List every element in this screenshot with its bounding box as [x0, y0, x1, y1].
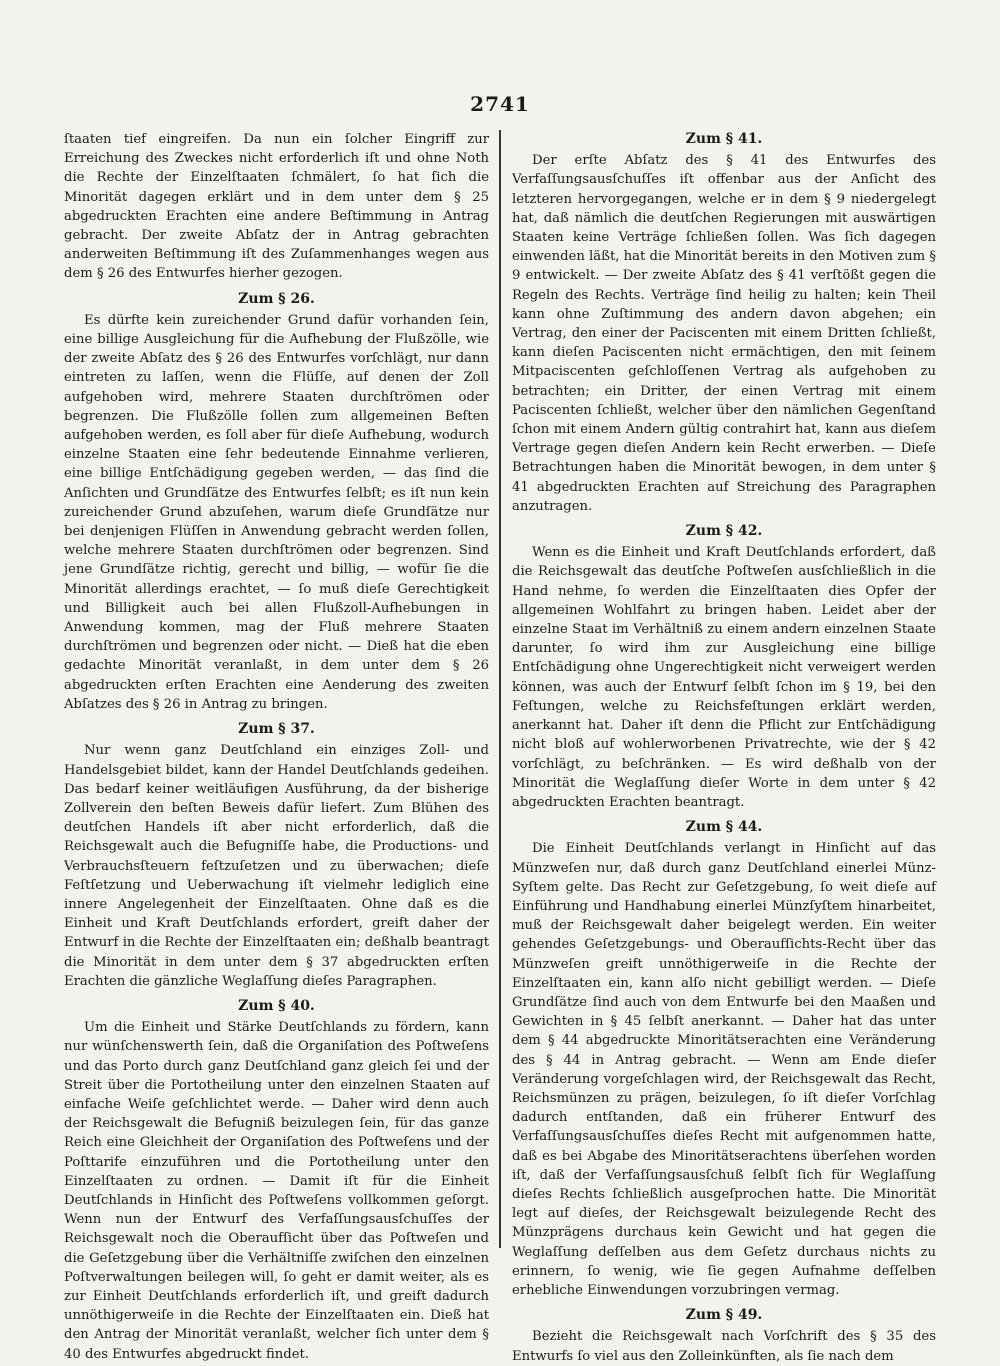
paragraph-section-26: Es dürfte kein zureichender Grund dafür vorhanden ſein, eine billige Ausgleichung für die Aufhebung der Flußzölle, wie der zweite Abſatz des § 26 des Entwurfes vorſchlägt, nur dann eintreten zu laſſen, wenn die Flüſſe, auf denen der Zoll aufgehoben wird, mehrere Staaten durchſtrömen oder begrenzen. Die Flußzölle ſollen zum allgemeinen Beſten aufgehoben werden, es ſoll aber für dieſe Aufhebung, wodurch einzelne Staaten eine ſehr bedeutende Einnahme verlieren, eine billige Entſchädigung gegeben werden, — das ſind die Anſichten und Grundſätze des Entwurfes ſelbſt; es iſt nun kein zureichender Grund abzuſehen, warum dieſe Grundſätze nur bei denjenigen Flüſſen in Anwendung gebracht werden ſollen, welche mehrere Staaten durchſtrömen oder begrenzen. Sind jene Grundſätze richtig, gerecht und billig, — wofür ſie die Minorität allerdings erachtet, — ſo muß dieſe Gerechtigkeit und Billigkeit auch bei allen Flußzoll-Aufhebungen in Anwendung kommen, mag der Fluß mehrere Staaten durchſtrömen und begrenzen oder nicht. — Dieß hat die eben gedachte Minorität veranlaßt, in dem unter dem § 26 abgedruckten erſten Erachten eine Aenderung des zweiten Abſatzes des § 26 in Antrag zu bringen.	[64, 312, 489, 712]
section-heading-49: Zum § 49.	[685, 1307, 763, 1324]
left-column	[64, 130, 489, 1362]
section-heading-26: Zum § 26.	[238, 290, 315, 307]
paragraph-section-40: Um die Einheit und Stärke Deutſchlands zu fördern, kann nur wünſchenswerth ſein, daß die Organiſation des Poſtweſens und das Porto durch ganz Deutſchland ganz gleich ſei und der Streit über die Portotheilung unter den einzelnen Staaten auf einfache Weiſe geſchlichtet werde. — Daher wird denn auch der Reichsgewalt die Befugniß beizulegen ſein, für das ganze Reich eine Gleichheit der Organiſation des Poſtweſens und der Poſttarife einzuführen und die Portotheilung unter den Einzelſtaaten zu ordnen. — Damit iſt für die Einheit Deutſchlands in Hinſicht des Poſtweſens vollkommen geſorgt. Wenn nun der Entwurf des Verfaſſungsausſchuſſes der Reichsgewalt noch die Oberaufſicht über das Poſtweſen und die Geſetzgebung über die Verhältniſſe zwiſchen den einzelnen Poſtverwaltungen beilegen will, ſo geht er damit weiter, als es zur Einheit Deutſchlands erforderlich iſt, und greift dadurch unnöthigerweiſe in die Rechte der Einzelſtaaten ein. Dieß hat den Antrag der Minorität veranlaßt, welcher ſich unter dem § 40 des Entwurfes abgedruckt findet.	[64, 1020, 489, 1362]
paragraph-section-42: Wenn es die Einheit und Kraft Deutſchlands erfordert, daß die Reichsgewalt das deutſche Poſtweſen ausſchließlich in die Hand nehme, ſo werden die Einzelſtaaten dies Opfer der allgemeinen Wohlfahrt zu bringen haben. Leidet aber der einzelne Staat im Verhältniß zu einem andern einzelnen Staate darunter, ſo wird ihm zur Ausgleichung eine billige Entſchädigung ohne Ungerechtigkeit nicht verweigert werden können, was auch der Entwurf ſelbſt ſchon im § 19, bei den Feſtungen, welche zu Reichsfeſtungen erklärt werden, anerkannt hat. Daher iſt denn die Pflicht zur Entſchädigung nicht bloß auf wohlerworbenen Privatrechte, wie der § 42 vorſchlägt, zu beſchränken. — Es wird deßhalb von der Minorität die Weglaſſung dieſer Worte in dem unter § 42 abgedruckten Erachten beantragt.	[512, 545, 936, 810]
section-heading-37: Zum § 37.	[238, 721, 315, 738]
right-column	[512, 130, 936, 1364]
page-number: 2741	[470, 92, 530, 116]
paragraph-section-41: Der erſte Abſatz des § 41 des Entwurfes des Verfaſſungsausſchuſſes iſt offenbar aus der Anſicht des letzteren hervorgegangen, welche er in dem § 9 niedergelegt hat, daß nämlich die deutſchen Regierungen mit auswärtigen Staaten keine Verträge ſchließen ſollen. Was ſich dagegen einwenden läßt, hat die Minorität bereits in den Motiven zum § 9 entwickelt. — Der zweite Abſatz des § 41 verſtößt gegen die Regeln des Rechts. Verträge ſind heilig zu halten; kein Theil kann ohne Zuſtimmung des andern davon abgehen; ein Vertrag, den einer der Paciscenten mit einem Dritten ſchließt, kann dieſen Paciscenten nicht ermächtigen, den mit ſeinem Mitpaciscenten geſchloſſenen Vertrag als aufgehoben zu betrachten; ein Dritter, der einen Vertrag mit einem Paciscenten ſchließt, welcher über den nämlichen Gegenſtand ſchon mit einem Andern gültig contrahirt hat, kann aus dieſem Vertrage gegen dieſen Andern kein Recht erwerben. — Dieſe Betrachtungen haben die Minorität bewogen, in dem unter § 41 abgedruckten Erachten auf Streichung des Paragraphen anzutragen.	[512, 153, 936, 514]
section-heading-44: Zum § 44.	[685, 819, 763, 836]
paragraph-section-44: Die Einheit Deutſchlands verlangt in Hinſicht auf das Münzweſen nur, daß durch ganz Deutſchland einerlei Münz-Syſtem gelte. Das Recht zur Geſetzgebung, ſo weit dieſe auf Einführung und Handhabung einerlei Münzſyſtem hinarbeitet, muß der Reichsgewalt daher beigelegt werden. Ein weiter gehendes Geſetzgebungs- und Oberaufſichts-Recht über das Münzweſen greift unnöthigerweiſe in die Rechte der Einzelſtaaten ein, kann alſo nicht gebilligt werden. — Dieſe Grundſätze ſind auch von dem Entwurfe bei den Maaßen und Gewichten in § 45 ſelbſt anerkannt. — Daher hat das unter dem § 44 abgedruckte Minoritätserachten eine Veränderung des § 44 in Antrag gebracht. — Wenn am Ende dieſer Veränderung vorgeſchlagen wird, der Reichsgewalt das Recht, Reichsmünzen zu prägen, beizulegen, ſo iſt dieſer Vorſchlag dadurch entſtanden, daß ein früherer Entwurf des Verfaſſungsausſchuſſes dieſes Recht mit aufgenommen hatte, daß es bei Abgabe des Minoritätserachtens überſehen worden iſt, daß der Verfaſſungsausſchuß ſelbſt ſich für Weglaſſung dieſes Rechts ſchließlich ausgeſprochen hatte. Die Minorität legt auf dieſes, der Reichsgewalt beizulegende Recht des Münzprägens durchaus kein Gewicht und hat gegen die Weglaſſung deſſelben aus dem Geſetz durchaus nichts zu erinnern, ſo wenig, wie ſie gegen Aufnahme deſſelben erhebliche Einwendungen vorzubringen vermag.	[512, 841, 936, 1298]
section-heading-41: Zum § 41.	[685, 131, 763, 147]
section-heading-42: Zum § 42.	[685, 523, 763, 540]
paragraph-continuation: ſtaaten tief eingreifen. Da nun ein ſolcher Eingriff zur Erreichung des Zweckes nicht erforderlich iſt und ohne Noth die Rechte der Einzelſtaaten ſchmälert, ſo hat ſich die Minorität dagegen erklärt und in dem unter dem § 25 abgedruckten Erachten eine andere Beſtimmung in Antrag gebracht. Der zweite Abſatz der in Antrag gebrachten anderweiten Beſtimmung iſt des Zuſammenhanges wegen aus dem § 26 des Entwurfes hierher gezogen.	[64, 132, 489, 282]
column-divider	[499, 130, 501, 1248]
paragraph-section-49: Bezieht die Reichsgewalt nach Vorſchrift des § 35 des Entwurfs ſo viel aus den Zolleinkünften, als ſie nach dem	[512, 1329, 936, 1364]
section-heading-40: Zum § 40.	[238, 997, 315, 1014]
paragraph-section-37: Nur wenn ganz Deutſchland ein einziges Zoll- und Handelsgebiet bildet, kann der Handel Deutſchlands gedeihen. Das bedarf keiner weitläufigen Ausführung, da der bisherige Zollverein den beſten Beweis dafür liefert. Zum Blühen des deutſchen Handels iſt aber nicht erforderlich, daß die Reichsgewalt auch die Befugniſſe habe, die Productions- und Verbrauchsſteuern feſtzuſetzen und zu überwachen; dieſe Feſtſetzung und Ueberwachung iſt vielmehr lediglich eine innere Angelegenheit der Einzelſtaaten. Ohne daß es die Einheit und Kraft Deutſchlands erfordert, greift daher der Entwurf in die Rechte der Einzelſtaaten ein; deßhalb beantragt die Minorität in dem unter dem § 37 abgedruckten erſten Erachten die gänzliche Weglaſſung dieſes Paragraphen.	[64, 743, 489, 989]
